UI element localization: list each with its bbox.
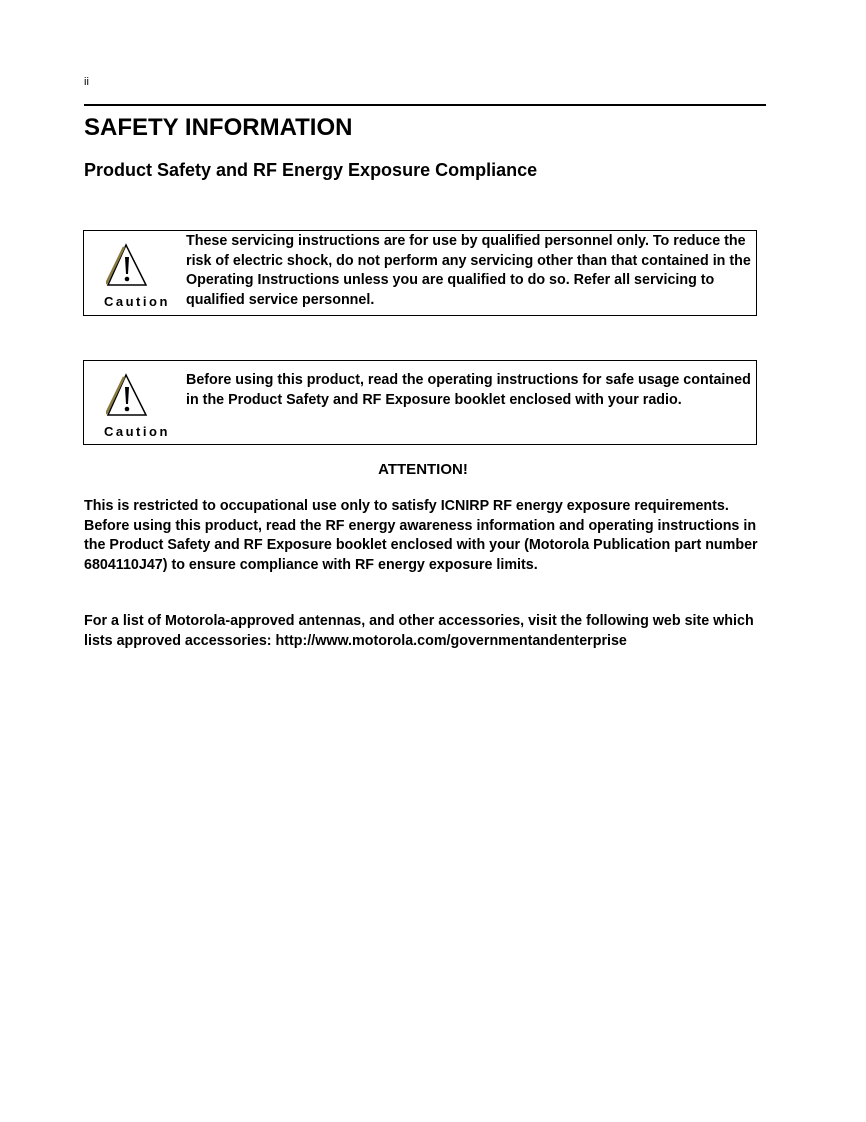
caution-label: Caution [104, 294, 170, 309]
rf-exposure-paragraph: This is restricted to occupational use only to satisfy ICNIRP RF energy exposure requirements. Before using this product, read the RF energy awareness information and operating instructions in the Product Safety and RF Exposure booklet enclosed with your (Motorola Publication part number 6804110J47) to ensure compliance with RF energy exposure limits. [84, 498, 758, 574]
caution-triangle-icon [106, 373, 150, 417]
caution-triangle-icon [106, 243, 150, 287]
page-title: SAFETY INFORMATION [84, 114, 353, 141]
accessories-paragraph: For a list of Motorola-approved antennas, and other accessories, visit the following web site which lists approved accessories: http://www.motorola.com/governmentandenterprise [84, 613, 754, 649]
section-subtitle: Product Safety and RF Energy Exposure Compliance [84, 160, 538, 180]
caution-text: Before using this product, read the operating instructions for safe usage contained in the Product Safety and RF Exposure booklet enclosed with your radio. [186, 372, 751, 408]
caution-text: These servicing instructions are for use by qualified personnel only. To reduce the risk of electric shock, do not perform any servicing other than that contained in the Operating Instructions unless you are qualified to do so. Refer all servicing to qualified service personnel. [186, 233, 751, 309]
caution-label: Caution [104, 424, 170, 439]
caution-box-servicing [83, 230, 757, 316]
attention-heading: ATTENTION! [378, 461, 468, 478]
caution-box-operating [83, 360, 757, 445]
header-rule [84, 104, 766, 106]
page-number: ii [84, 76, 89, 88]
